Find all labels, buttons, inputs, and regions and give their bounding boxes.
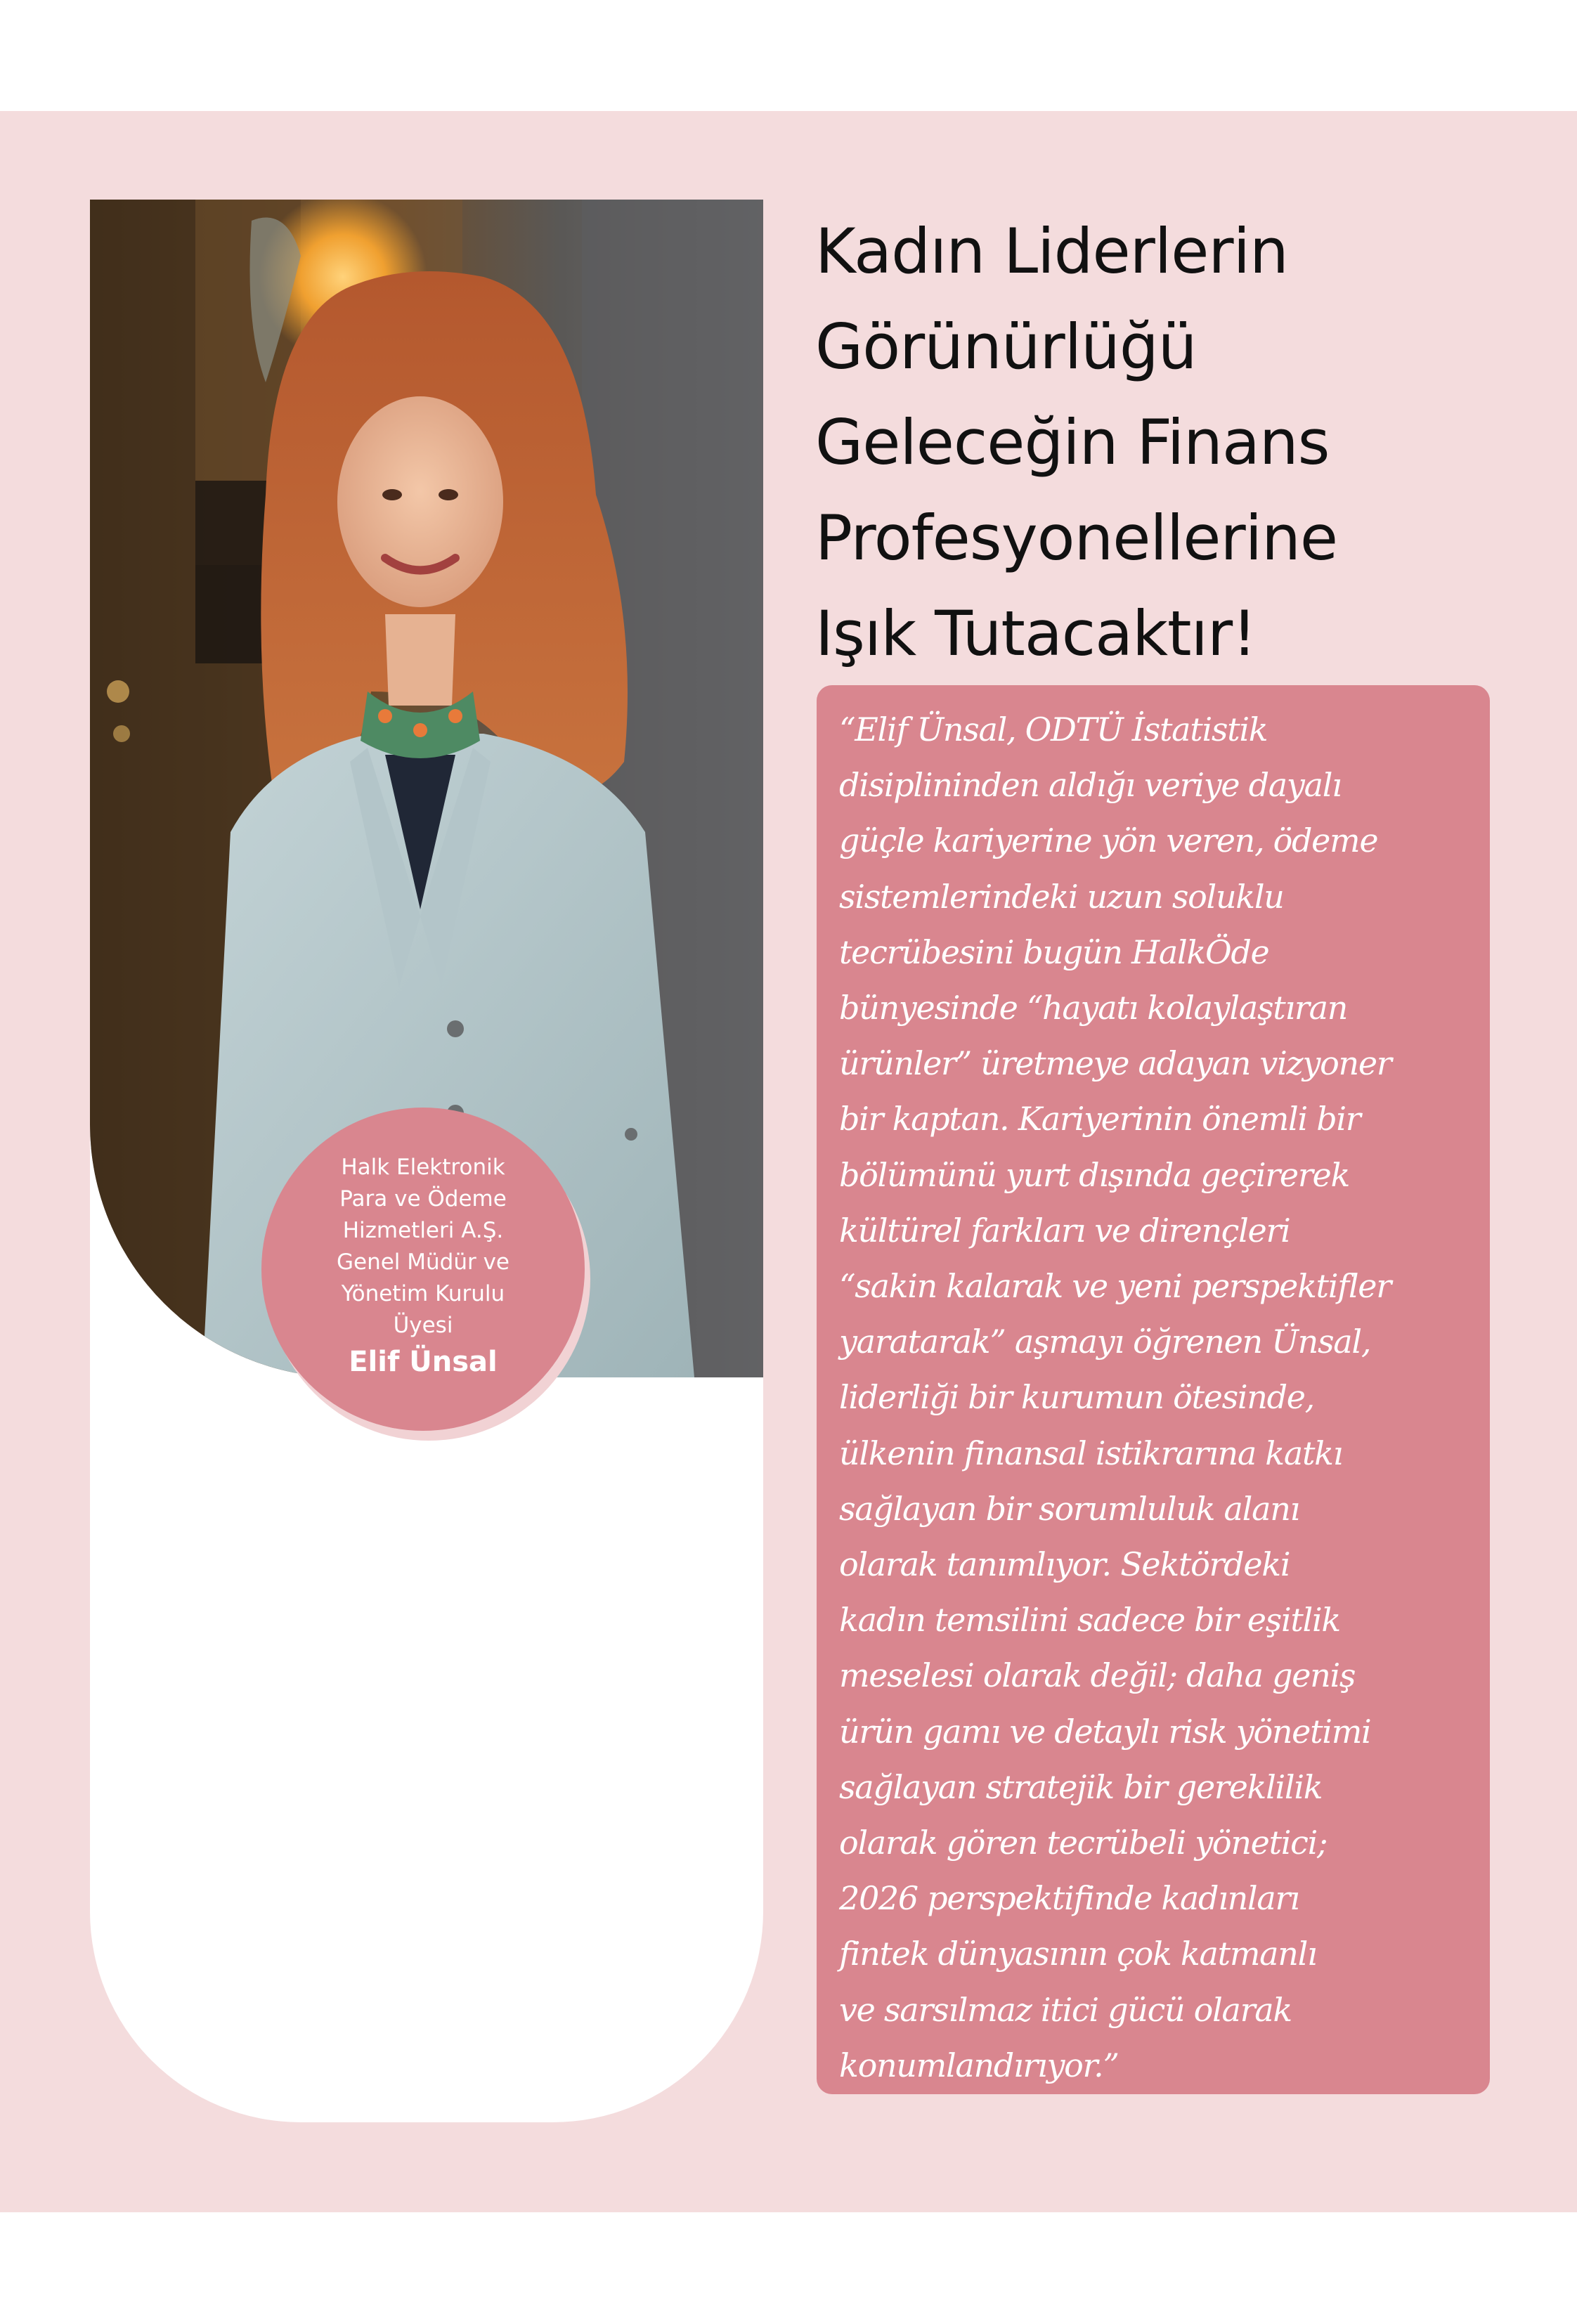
person-name: Elif Ünsal bbox=[349, 1345, 498, 1378]
quote-box bbox=[817, 685, 1490, 2094]
quote-text: “Elif Ünsal, ODTÜ İstatistik disiplininden aldığı veriye dayalı güçle kariyerine yön veren, ödeme sistemlerindeki uzun soluklu tecrübesini bugün HalkÖde bünyesinde “hayatı kolaylaştıran ürünler” üretmeye adayan vizyoner bir kaptan. Kariyerinin önemli bir bölümünü yurt dışında geçirerek kültürel farkları ve dirençleri “sakin kalarak ve yeni perspektifler yaratarak” aşmayı öğrenen Ünsal, liderliği bir kurumun ötesinde, ülkenin finansal istikrarına katkı sağlayan bir sorumluluk alanı olarak tanımlıyor. Sektördeki kadın temsilini sadece bir eşitlik meselesi olarak değil; daha geniş ürün gamı ve detaylı risk yönetimi sağlayan stratejik bir gereklilik olarak gören tecrübeli yönetici; 2026 perspektifinde kadınları fintek dünyasının çok katmanlı ve sarsılmaz itici gücü olarak konumlandırıyor.” bbox=[839, 710, 1391, 2084]
name-caption-badge bbox=[261, 1108, 585, 1431]
job-title: Halk Elektronik Para ve Ödeme Hizmetleri A.Ş. Genel Müdür ve Yönetim Kurulu Üyesi bbox=[336, 1155, 510, 1338]
article-headline: Kadın Liderlerin Görünürlüğü Geleceğin Finans Profesyonellerine Işık Tutacaktır! bbox=[815, 215, 1337, 670]
